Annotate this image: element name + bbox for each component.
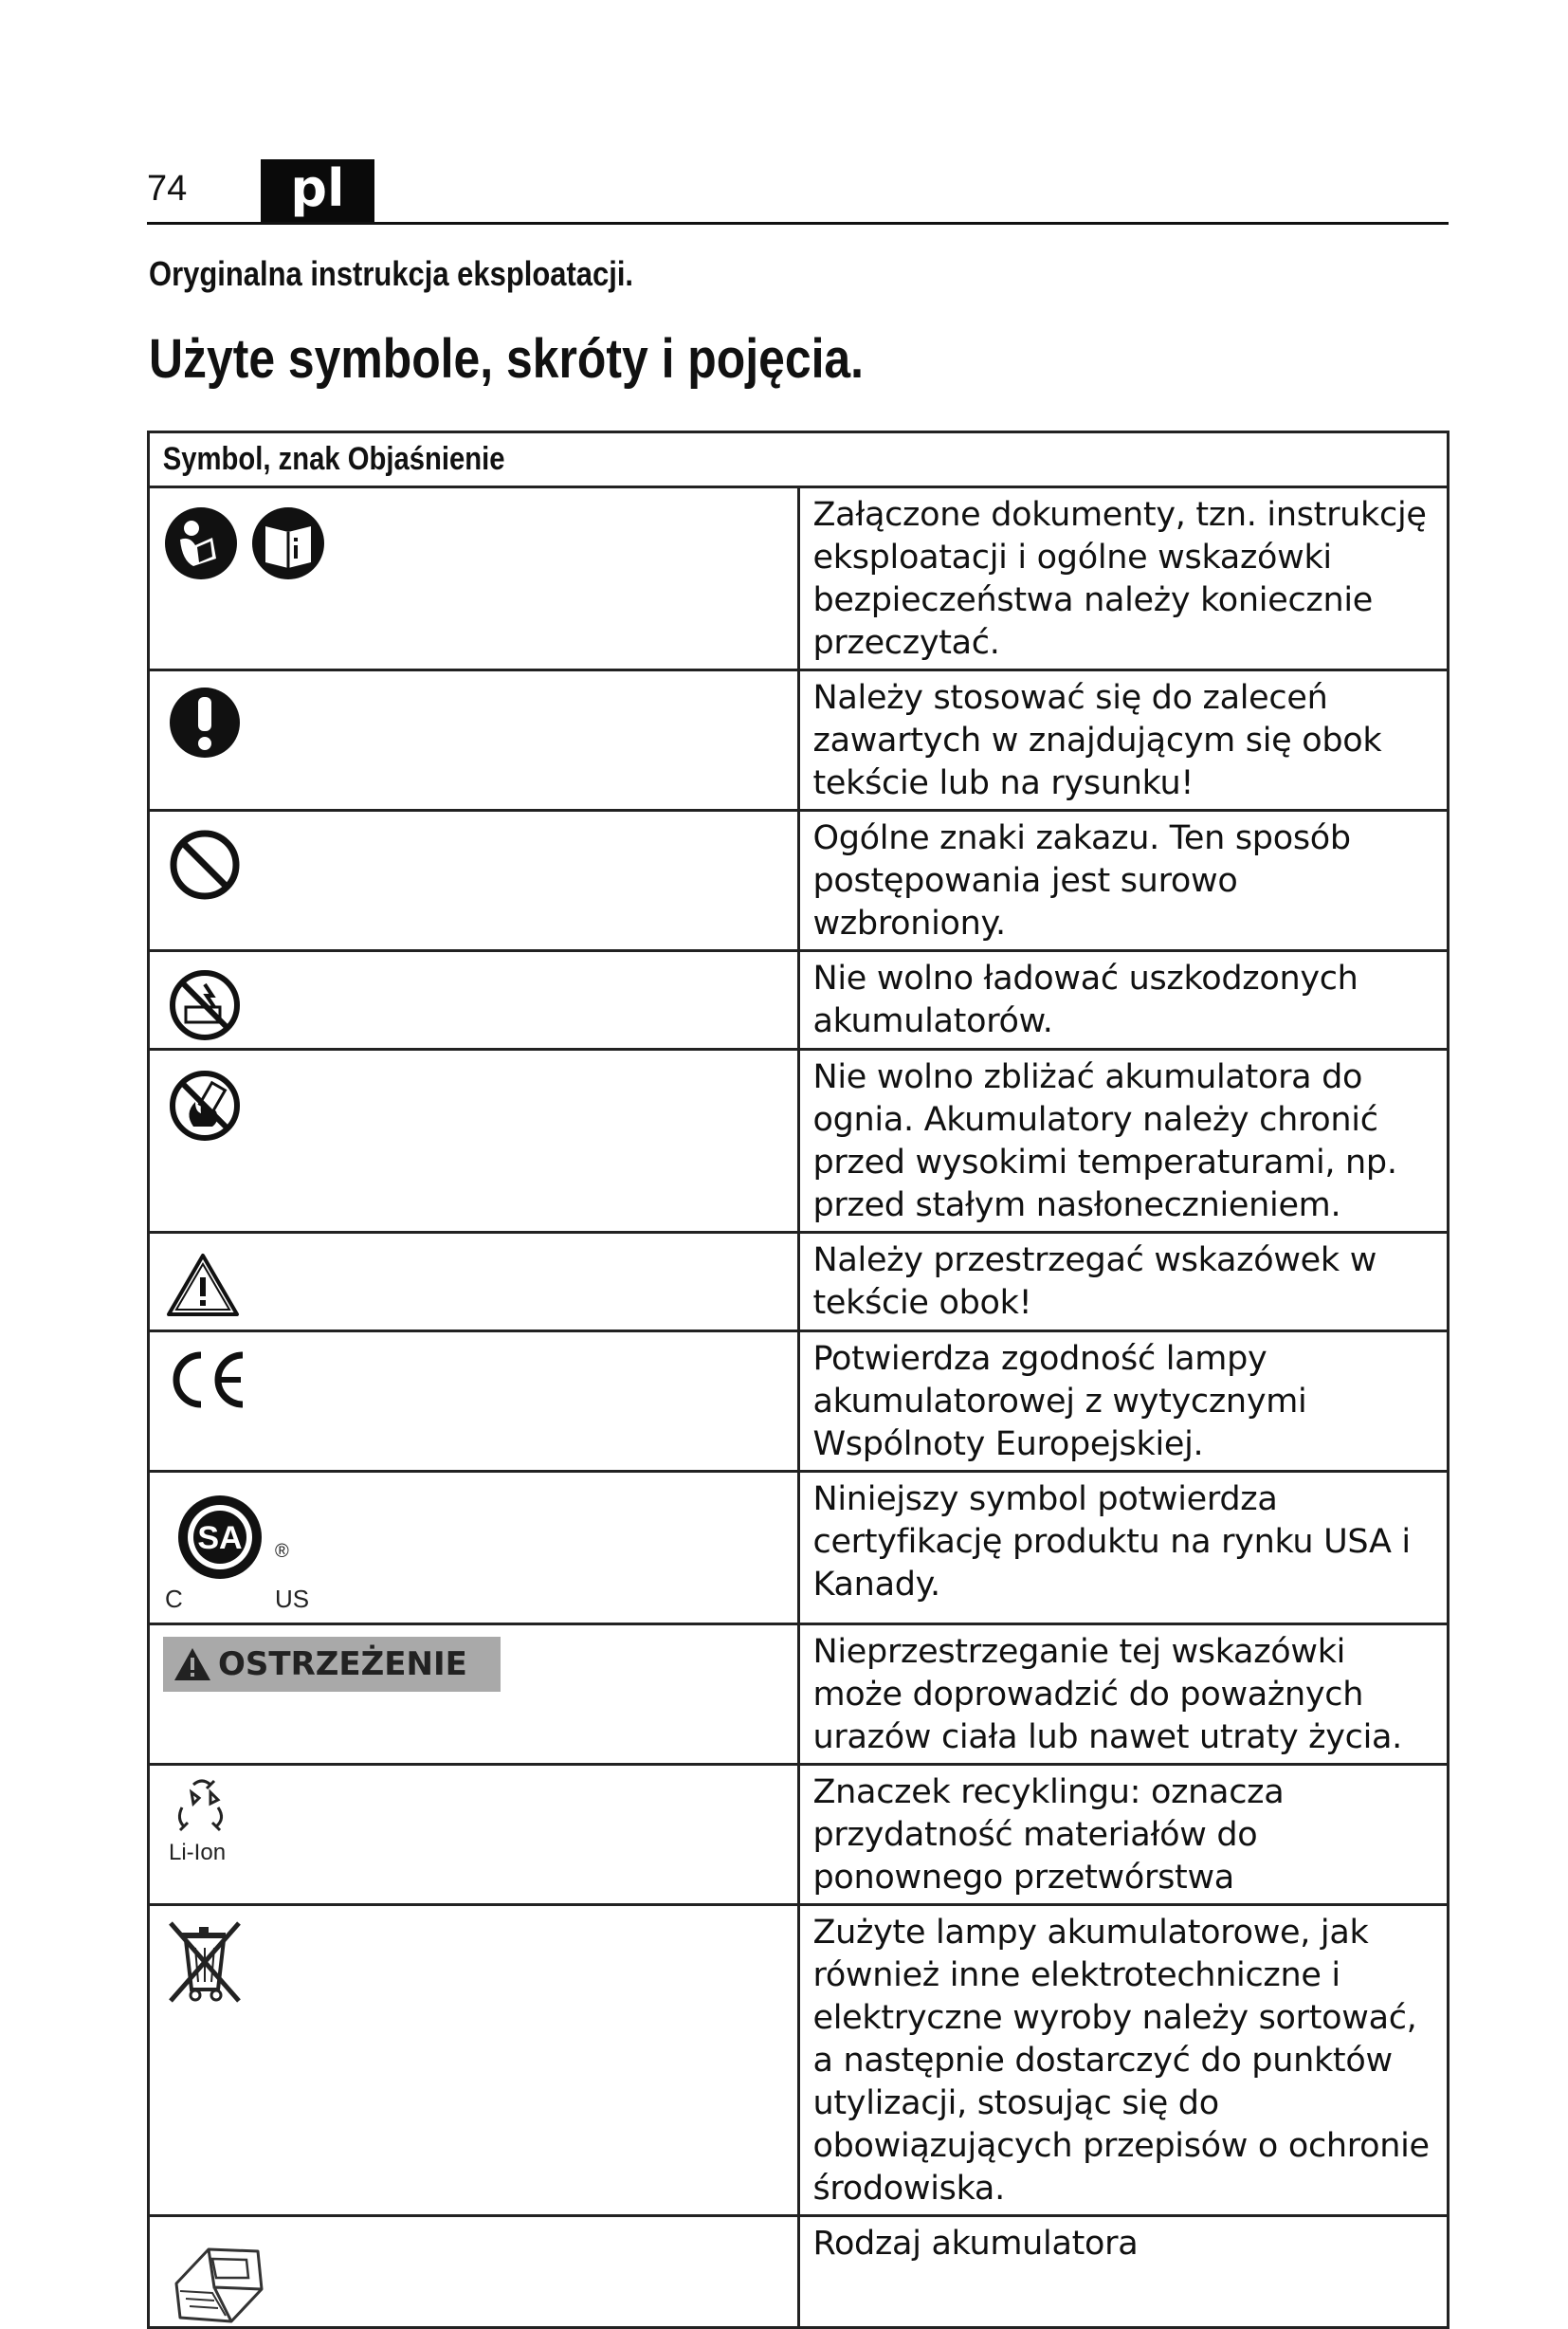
description-cell: Znaczek recyklingu: oznacza przydatność materiałów do ponownego przetwórstwa	[798, 1765, 1449, 1905]
warning-badge-icon	[163, 1637, 501, 1692]
no-charge-damaged-battery-icon	[167, 967, 243, 1043]
read-instructions-icon	[163, 504, 343, 583]
svg-text:SA: SA	[197, 1520, 243, 1556]
table-row	[149, 1331, 1449, 1472]
symbol-cell	[149, 1233, 799, 1331]
description-cell: Załączone dokumenty, tzn. instrukcję eksploatacji i ogólne wskazówki bezpieczeństwa należy koniecznie przeczytać.	[798, 487, 1449, 670]
symbol-cell	[149, 1050, 799, 1233]
crossed-bin-icon	[165, 1919, 245, 2005]
description-cell: Należy stosować się do zaleceń zawartych w znajdującym się obok tekście lub na rysunku!	[798, 670, 1449, 811]
no-fire-battery-icon	[167, 1068, 243, 1144]
table-row	[149, 487, 1449, 670]
csa-registered-mark: ®	[275, 1541, 289, 1562]
table-row	[149, 2216, 1449, 2328]
recycling-li-ion-icon	[169, 1775, 235, 1836]
language-tab: pl	[261, 159, 374, 222]
symbol-cell	[149, 1624, 799, 1765]
symbol-cell	[149, 951, 799, 1050]
symbol-cell	[149, 1905, 799, 2216]
description-cell: Nie wolno ładować uszkodzonych akumulatorów.	[798, 951, 1449, 1050]
table-row	[149, 1050, 1449, 1233]
table-header-row	[149, 432, 1449, 487]
description-cell: Niniejszy symbol potwierdza certyfikację produktu na rynku USA i Kanady.	[798, 1472, 1449, 1624]
description-cell: Należy przestrzegać wskazówek w tekście obok!	[798, 1233, 1449, 1331]
table-row	[149, 951, 1449, 1050]
table-row	[149, 1472, 1449, 1624]
symbol-cell	[149, 1331, 799, 1472]
table-row	[149, 1624, 1449, 1765]
prohibition-icon	[167, 827, 243, 903]
symbol-cell	[149, 811, 799, 951]
table-header: Symbol, znak Objaśnienie	[149, 432, 1449, 487]
csa-mark-icon	[174, 1490, 265, 1585]
description-cell: Nieprzestrzeganie tej wskazówki może doprowadzić do poważnych urazów ciała lub nawet utraty życia.	[798, 1624, 1449, 1765]
document-subtitle: Oryginalna instrukcja eksploatacji.	[149, 254, 634, 293]
warning-triangle-icon	[165, 1251, 241, 1319]
description-cell: Potwierdza zgodność lampy akumulatorowej z wytycznymi Wspólnoty Europejskiej.	[798, 1331, 1449, 1472]
symbol-cell	[149, 1472, 799, 1624]
symbol-cell	[149, 1765, 799, 1905]
battery-pack-icon	[167, 2230, 271, 2325]
table-row	[149, 670, 1449, 811]
table-row	[149, 1765, 1449, 1905]
page-title: Użyte symbole, skróty i pojęcia.	[149, 328, 865, 390]
warning-badge-triangle-icon	[173, 1646, 212, 1682]
csa-us-label: US	[275, 1585, 310, 1613]
table-row	[149, 1233, 1449, 1331]
description-cell: Zużyte lampy akumulatorowe, jak również inne elektrotechniczne i elektryczne wyroby należy sortować, a następnie dostarczyć do punktów utylizacji, stosując się do obowiązujących przepisów o ochronie środowiska.	[798, 1905, 1449, 2216]
symbol-cell	[149, 487, 799, 670]
exclamation-icon	[167, 685, 243, 761]
header-rule	[147, 222, 1449, 225]
symbol-cell	[149, 2216, 799, 2328]
table-row	[149, 1905, 1449, 2216]
symbols-table	[147, 431, 1449, 2329]
csa-c-label: C	[165, 1585, 183, 1613]
description-cell: Ogólne znaki zakazu. Ten sposób postępowania jest surowo wzbroniony.	[798, 811, 1449, 951]
warning-badge-label: OSTRZEŻENIE	[218, 1645, 467, 1683]
symbol-cell	[149, 670, 799, 811]
ce-mark-icon	[165, 1349, 250, 1410]
li-ion-label: Li-Ion	[169, 1840, 227, 1865]
page-number: 74	[147, 169, 188, 209]
description-cell: Nie wolno zbliżać akumulatora do ognia. Akumulatory należy chronić przed wysokimi temperaturami, np. przed stałym nasłonecznieniem.	[798, 1050, 1449, 1233]
table-row	[149, 811, 1449, 951]
description-cell: Rodzaj akumulatora	[798, 2216, 1449, 2328]
